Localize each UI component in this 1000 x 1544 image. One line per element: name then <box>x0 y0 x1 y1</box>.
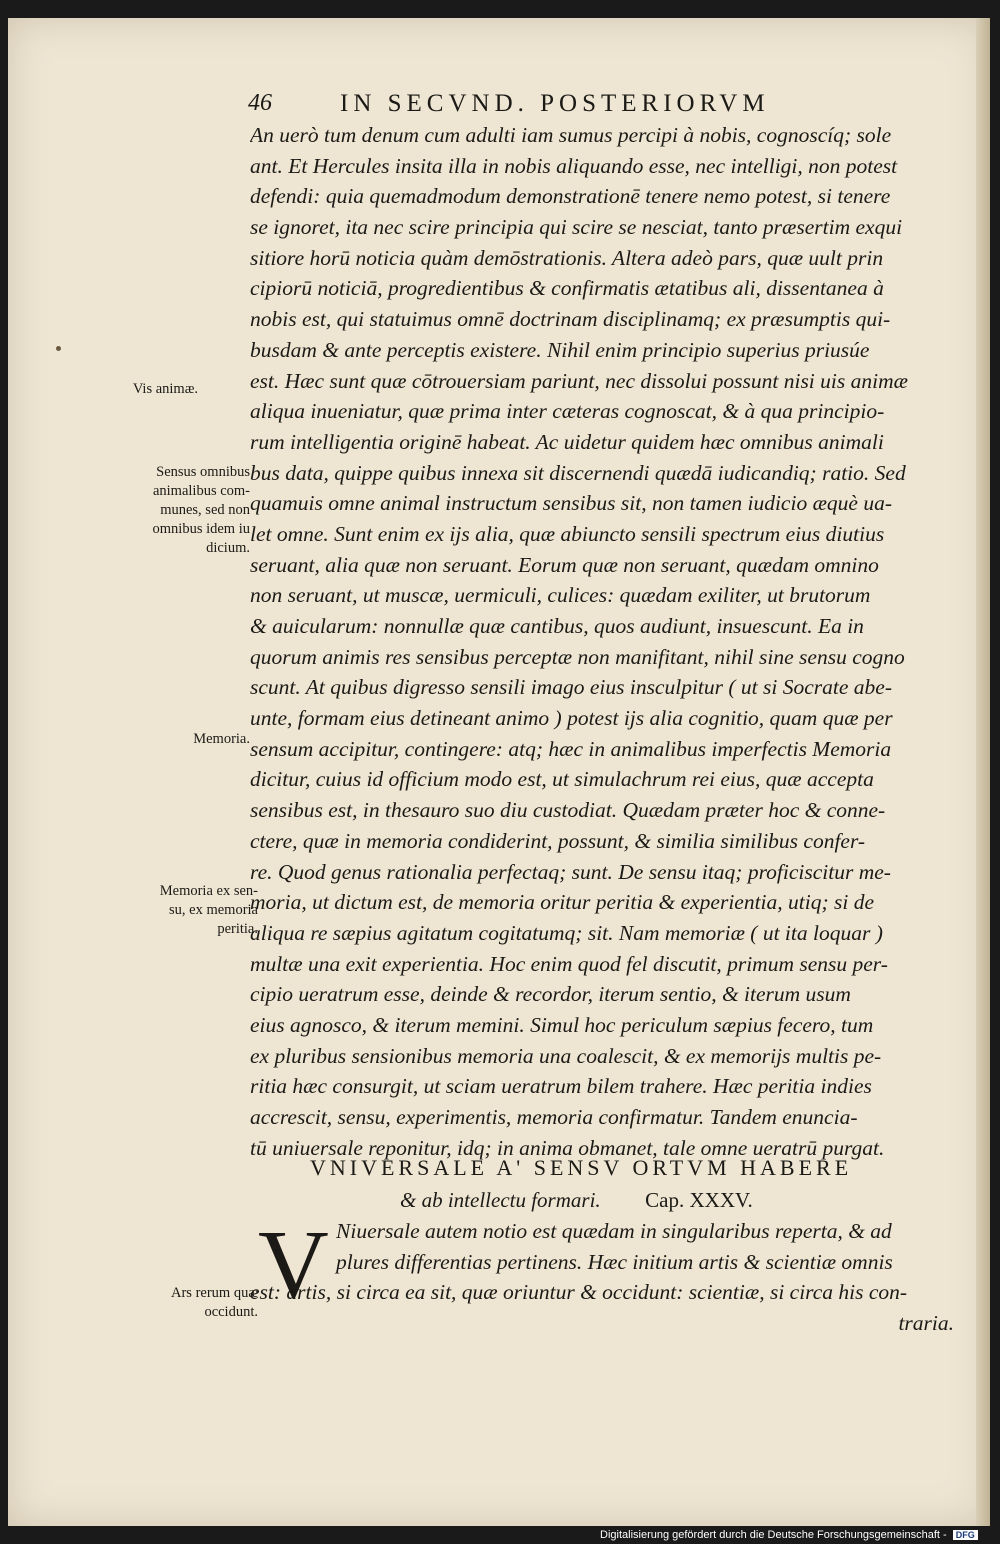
body-text <box>250 120 970 1163</box>
margin-note-memoria-ex-sensu <box>108 882 258 939</box>
text-line: ex pluribus sensionibus memoria una coalescit, & ex memorijs multis pe- <box>250 1043 882 1068</box>
chapter-heading <box>290 1152 950 1216</box>
text-line: moria, ut dictum est, de memoria oritur peritia & experientia, utiq; si de <box>250 890 875 915</box>
text-line: busdam & ante perceptis existere. Nihil enim principio superius priusúe <box>250 337 870 362</box>
text-line: non seruant, ut muscæ, uermiculi, culices: quædam exiliter, ut brutorum <box>250 583 871 608</box>
margin-note-line: Memoria ex sen- <box>159 883 258 899</box>
margin-note-sensus <box>100 463 250 558</box>
margin-note-line: munes, sed non <box>160 502 250 518</box>
text-line: sensibus est, in thesauro suo diu custodiat. Quædam præter hoc & conne- <box>250 798 886 823</box>
text-line: bus data, quippe quibus innexa sit discernendi quædā iudicandiq; ratio. Sed <box>250 460 906 485</box>
text-line: est: artis, si circa ea sit, quæ oriuntur & occidunt: scientiæ, si circa his con- <box>250 1280 908 1305</box>
margin-note-line: occidunt. <box>204 1304 258 1320</box>
margin-note-memoria <box>100 730 250 749</box>
running-head: IN SECVND. POSTERIORVM <box>340 90 770 117</box>
margin-note-line: animalibus com- <box>152 483 250 499</box>
text-line: seruant, alia quæ non seruant. Eorum quæ non seruant, quædam omnino <box>250 552 879 577</box>
margin-note-ars <box>108 1284 258 1322</box>
margin-note-vis-animae <box>48 380 198 399</box>
text-line: tū uniuersale reponitur, idq; in anima obmanet, tale omne ueratrū purgat. <box>250 1135 885 1160</box>
margin-note-line: omnibus idem iu <box>152 521 250 537</box>
page-number: 46 <box>248 90 272 116</box>
text-line: scunt. At quibus digresso sensili imago eius insculpitur ( ut si Socrate abe- <box>250 675 892 700</box>
text-line: unte, formam eius detineant animo ) potest ijs alia cognitio, quam quæ per <box>250 706 893 731</box>
margin-note-line: Sensus omnibus <box>156 464 250 480</box>
drop-cap: V <box>258 1211 329 1319</box>
margin-note-line: dicium. <box>206 540 250 556</box>
text-line: sitiore horū noticia quàm demōstrationis. Altera adeò pars, quæ uult prin <box>250 245 884 270</box>
page-edge <box>976 18 990 1526</box>
text-line: aliqua re sæpius agitatum cogitatumq; sit. Nam memoriæ ( ut ita loquar ) <box>250 920 883 945</box>
chapter-subtitle <box>290 1184 950 1216</box>
text-line: rum intelligentia originē habeat. Ac uidetur quidem hæc omnibus animali <box>250 429 884 454</box>
footer-credit-text: Digitalisierung gefördert durch die Deutsche Forschungsgemeinschaft - <box>600 1529 947 1541</box>
chapter-number: Cap. XXXV. <box>645 1188 753 1212</box>
footer-credit <box>600 1529 978 1541</box>
text-line: cipiorū noticiā, progredientibus & confirmatis ætatibus ali, dissentanea à <box>250 276 884 301</box>
margin-note-line: su, ex memoria <box>169 902 258 918</box>
chapter-title: VNIVERSALE A' SENSV ORTVM HABERE <box>310 1155 853 1180</box>
text-line: & auicularum: nonnullæ quæ cantibus, quos audiunt, insuescunt. Ea in <box>250 614 864 638</box>
text-line: traria. <box>898 1311 954 1336</box>
text-line: est. Hæc sunt quæ cōtrouersiam pariunt, nec dissolui possunt nisi uis animæ <box>250 368 908 393</box>
text-line: ritia hæc consurgit, ut sciam ueratrum bilem trahere. Hæc peritia indies <box>250 1074 872 1099</box>
text-line: quorum animis res sensibus perceptæ non manifitant, nihil sine sensu cogno <box>250 644 905 669</box>
text-line: Niuersale autem notio est quædam in singularibus reperta, & ad <box>336 1219 892 1243</box>
text-line: aliqua inueniatur, quæ prima inter cæteras cognoscat, & à qua principio- <box>250 399 885 424</box>
text-line: dicitur, cuius id officium modo est, ut simulachrum rei eius, quæ accepta <box>250 767 874 792</box>
text-line: re. Quod genus rationalia perfectaq; sunt. De sensu itaq; proficiscitur me- <box>250 859 891 884</box>
margin-note-line: peritia. <box>217 921 258 937</box>
text-line: se ignoret, ita nec scire principia qui scire se nesciat, tanto præsertim exqui <box>250 215 903 240</box>
text-line: eius agnosco, & iterum memini. Simul hoc periculum sæpius fecero, tum <box>250 1012 874 1037</box>
text-line: An uerò tum denum cum adulti iam sumus percipi à nobis, cognoscíq; sole <box>250 123 892 147</box>
text-line: let omne. Sunt enim ex ijs alia, quæ abiuncto sensili spectrum eius diutius <box>250 521 885 546</box>
text-line: plures differentias pertinens. Hæc initium artis & scientiæ omnis <box>336 1249 893 1274</box>
text-line: sensum accipitur, contingere: atq; hæc in animalibus imperfectis Memoria <box>250 736 892 761</box>
chapter-subtitle-text: & ab intellectu formari. <box>400 1188 601 1212</box>
text-line: defendi: quia quemadmodum demonstrationē tenere nemo potest, si tenere <box>250 184 891 209</box>
text-line: ctere, quæ in memoria condiderint, possunt, & similia similibus confer- <box>250 828 866 853</box>
margin-note-line: Vis animæ. <box>132 381 198 397</box>
final-paragraph <box>250 1211 970 1339</box>
text-line: nobis est, qui statuimus omnē doctrinam disciplinamq; ex præsumptis qui- <box>250 307 891 332</box>
page-header <box>248 90 948 124</box>
text-line: quamuis omne animal instructum sensibus sit, non tamen iudicio æquè ua- <box>250 491 892 516</box>
text-line: accrescit, sensu, experimentis, memoria confirmatur. Tandem enuncia- <box>250 1105 858 1129</box>
text-line: multæ una exit experientia. Hoc enim quod fel discutit, primum sensu per- <box>250 951 888 976</box>
margin-note-line: Memoria. <box>193 731 250 747</box>
dfg-logo: DFG <box>953 1530 978 1540</box>
text-line: ant. Et Hercules insita illa in nobis aliquando esse, nec intelligi, non potest <box>250 153 898 178</box>
ink-spot <box>56 346 61 351</box>
margin-note-line: Ars rerum quæ <box>171 1285 258 1301</box>
text-line: cipio ueratrum esse, deinde & recordor, iterum sentio, & iterum usum <box>250 982 851 1007</box>
